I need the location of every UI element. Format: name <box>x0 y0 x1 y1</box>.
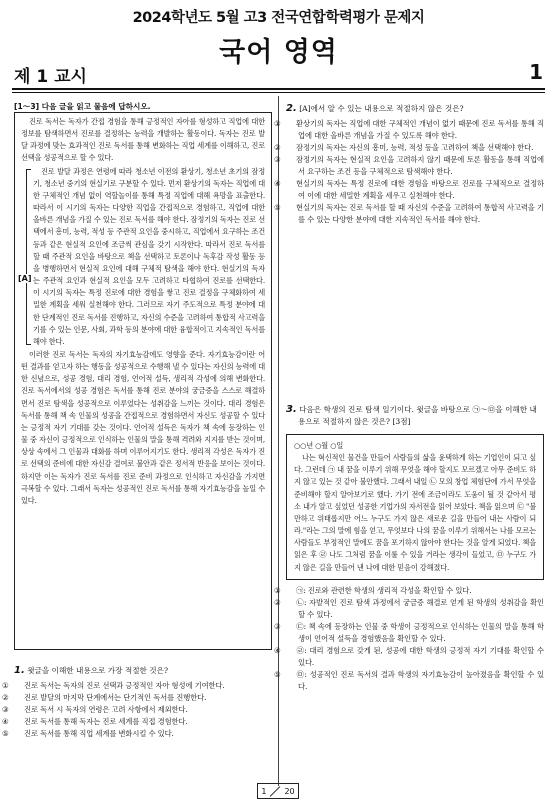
q2-option-1[interactable]: ① 환상기의 독자는 직업에 대한 구체적인 개념이 없기 때문에 진로 독서를 통해 직업에 대한 올바른 개념을 가질 수 있도록 해야 한다. <box>274 119 544 140</box>
question-2-stem: [A]에서 알 수 있는 내용으로 적절하지 않은 것은? <box>299 104 464 113</box>
passage-bracket-text: 진로 발달 과정은 연령에 따라 청소년 이전의 환상기, 청소년 초기의 잠정기, 청소년 중기의 현실기로 구분할 수 있다. 먼저 환상기의 독자는 직업에 대한 구체적인 개념 없이 역할놀이를 통해 특정 직업에 대해 욕망을 표출한다. 따라서 이 시기의 독자는 다양한 직업을 간접적으로 경험하고, 직업에 대한 올바른 개념을 가질 수 있는 진로 독서를 해야 한다. 잠정기의 독자는 진로 선택에서 흥미, 능력, 적성 등 주관적 요인을 중시하고, 직업에서 요구하는 조건 등과 같은 현실적 요인에 조금씩 관심을 갖기 시작한다. 따라서 진로 독서를 할 때 주관적 요인을 바탕으로 책을 선택하고 토론이나 독후감 작성 활동 등을 병행하면서 현실적 요인에 대해 구체적 탐색을 해야 한다. 현실기의 독자는 주관적 요인과 현실적 요인을 모두 고려하고 타협하여 진로를 선택한다. 이 시기의 독자는 특정 진로에 대한 경험을 쌓고 진로 결정을 구체화하여 세밀한 계획을 세워 실천해야 한다. 그러므로 자기 주도적으로 특정 분야에 대한 단계적인 진로 독서를 진행하고, 자신의 수준을 고려하여 통합적 사고력을 기를 수 있는 인문, 사회, 과학 등의 분야에 대한 융합적이고 지속적인 독서를 해야 한다. <box>33 166 265 346</box>
exam-title: 2024학년도 5월 고3 전국연합학력평가 문제지 <box>132 10 425 26</box>
q3-option-2[interactable]: ② ㉡: 자발적인 진로 탐색 과정에서 궁금증 해결로 얻게 된 학생의 성취감을 확인할 수 있다. <box>274 597 544 619</box>
column-divider <box>278 96 279 786</box>
passage-box <box>14 112 272 650</box>
q1-option-2[interactable]: ② 진로 발달의 마지막 단계에서는 단기적인 독서를 진행한다. <box>2 693 207 702</box>
footer-slash <box>270 786 281 797</box>
q3-option-4[interactable]: ④ ㉣: 대리 경험으로 갖게 된, 성공에 대한 학생의 긍정적 자기 기대를 확인할 수 있다. <box>274 645 544 667</box>
header-rule-thin <box>12 92 545 93</box>
q2-option-5[interactable]: ⑤ 현실기의 독자는 진로 독서를 할 때 자신의 수준을 고려하여 통합적 사고력을 기를 수 있는 다양한 분야에 대한 지속적인 독서를 해야 한다. <box>274 203 544 224</box>
footer-page-box <box>257 783 299 799</box>
q1-option-3[interactable]: ③ 진로 독서 시 독자의 연령은 고려 사항에서 제외한다. <box>2 705 188 714</box>
passage-closing: 이러한 진로 독서는 독자의 자기효능감에도 영향을 준다. 자기효능감이란 어떤 결과를 얻고자 하는 행동을 성공적으로 수행해 낼 수 있다는 자신의 능력에 대한 신념으로, 성공 경험, 대리 경험, 언어적 설득, 생리적 각성에 의해 변화한다. 진로 독서에서의 성공 경험은 독서를 통해 진로 분야의 궁금증을 스스로 해결하면서 진로 탐색을 성공적으로 이루었다는 성취감을 느끼는 것이다. 대리 경험은 독서를 통해 책 속 인물의 성공을 간접적으로 경험하면서 자신도 성공할 수 있다는 긍정적 자기 기대를 갖는 것이다. 언어적 설득은 독자가 책 속에 등장하는 인물 중 자신이 긍정적으로 인식하는 인물의 말을 통해 격려와 지지를 받는 것이며, 상상 속에서 그 인물과 대화를 하며 이루어지기도 한다. 생리적 각성은 독자가 진로 선택의 준비에 대한 자신감 결여로 불안과 같은 정서적 반응을 보이는 것이다. 하지만 이는 독자가 진로 독서를 진로 준비 과정으로 인식하고 자신감을 가지면 극복할 수 있다. 그래서 독자는 성공적인 진로 독서를 통해 자기효능감을 높일 수 있다. <box>21 349 265 505</box>
bracket-a-label: [A] <box>18 273 32 283</box>
subject-title: 국어 영역 <box>219 37 338 68</box>
question-1-number: 1. <box>14 665 25 676</box>
bracket-a-line <box>26 169 31 345</box>
diary-text: 나는 혁신적인 물건을 만들어 사람들의 삶을 윤택하게 하는 기업인이 되고 싶다. 그런데 ㉠ 내 꿈을 이루기 위해 무엇을 해야 할지도 모르겠고 아무 준비도 하지 않고 있는 것 같아 불안했다. 그래서 내일 ㉡ 모의 창업 체험단에 가서 무엇을 준비해야 할지 알아보기로 했다. 가기 전에 조금이라도 도움이 될 것 같아서 평소 내가 알고 싶었던 성공한 기업가의 자서전을 읽어 보았다. 책을 읽으며 ㉢ "불만하고 위태롭지만 어느 누구도 가지 않은 새로운 길을 만들어 내는 사람이 되라."라는 그의 말에 힘을 얻고, 무엇보다 나의 꿈을 이루기 위해서는 나를 모르는 사람들도 부정적인 말에도 꿈을 포기하지 않아야 한다는 것을 알게 되었다. 책을 읽은 후 ㉣ 나도 그처럼 꿈을 이룰 수 있을 거라는 생각이 들었고, ㉤ 누구도 가지 않은 길을 만들어 낸 나에 대한 믿음이 강해졌다. <box>294 453 536 572</box>
footer-page-current: 1 <box>261 786 267 796</box>
q3-option-1[interactable]: ① ㉠: 진로와 관련한 학생의 생리적 각성을 확인할 수 있다. <box>274 585 472 595</box>
q3-option-3[interactable]: ③ ㉢: 책 속에 등장하는 인물 중 학생이 긍정적으로 인식하는 인물의 말을 통해 학생이 언어적 설득을 경험했음을 확인할 수 있다. <box>274 621 544 643</box>
header-rule <box>12 88 545 90</box>
passage-heading: [1～3] 다음 글을 읽고 물음에 답하시오. <box>14 102 151 111</box>
q1-option-5[interactable]: ⑤ 진로 독서를 통해 직업 세계를 변화시킬 수 있다. <box>2 729 174 738</box>
q2-option-2[interactable]: ② 잠정기의 독자는 자신의 흥미, 능력, 적성 등을 고려하여 책을 선택해야 한다. <box>274 143 534 152</box>
diary-date: ○○년 ○월 ○일 <box>294 441 344 450</box>
passage-intro: 진로 독서는 독자가 간접 경험을 통해 긍정적인 자아를 형성하고 직업에 대한 정보를 탐색하면서 진로를 결정하는 능력을 개발하는 활동이다. 독자는 진로 발달 과정에 맞는 효과적인 진로 독서를 통해 변화하는 직업 세계를 이해하고, 진로 선택을 성공적으로 할 수 있다. <box>21 117 265 163</box>
question-3 <box>274 404 544 693</box>
question-3-stem: 다음은 학생의 진로 탐색 일기이다. 윗글을 바탕으로 ㉠～㉤을 이해한 내용으로 적절하지 않은 것은? [3점] <box>298 405 537 426</box>
footer-page-total: 20 <box>284 786 295 796</box>
q1-option-4[interactable]: ④ 진로 독서를 통해 독자는 진로 세계를 직접 경험한다. <box>2 717 188 726</box>
q1-option-1[interactable]: ① 진로 독서는 독자의 진로 선택과 긍정적인 자아 형성에 기여한다. <box>2 681 225 690</box>
question-2 <box>274 103 544 226</box>
q2-option-3[interactable]: ③ 잠정기의 독자는 현실적 요인을 고려하지 않기 때문에 토론 활동을 통해 직업에서 요구하는 조건 등을 구체적으로 탐색해야 한다. <box>274 155 544 176</box>
question-3-number: 3. <box>286 404 297 415</box>
exam-period: 제 1 교시 <box>14 67 87 87</box>
diary-box <box>286 434 544 580</box>
bracket-a-section <box>18 166 265 348</box>
question-2-number: 2. <box>286 103 297 114</box>
q2-option-4[interactable]: ④ 현실기의 독자는 특정 진로에 대한 경험을 바탕으로 진로를 구체적으로 결정하여 이에 대한 세밀한 계획을 세우고 실천해야 한다. <box>274 179 544 200</box>
question-1 <box>2 665 272 740</box>
page-number: 1 <box>529 60 543 84</box>
question-1-stem: 윗글을 이해한 내용으로 가장 적절한 것은? <box>27 666 169 675</box>
q3-option-5[interactable]: ⑤ ㉤: 성공적인 진로 독서의 결과 학생의 자기효능감이 높아졌음을 확인할 수 있다. <box>274 669 544 691</box>
